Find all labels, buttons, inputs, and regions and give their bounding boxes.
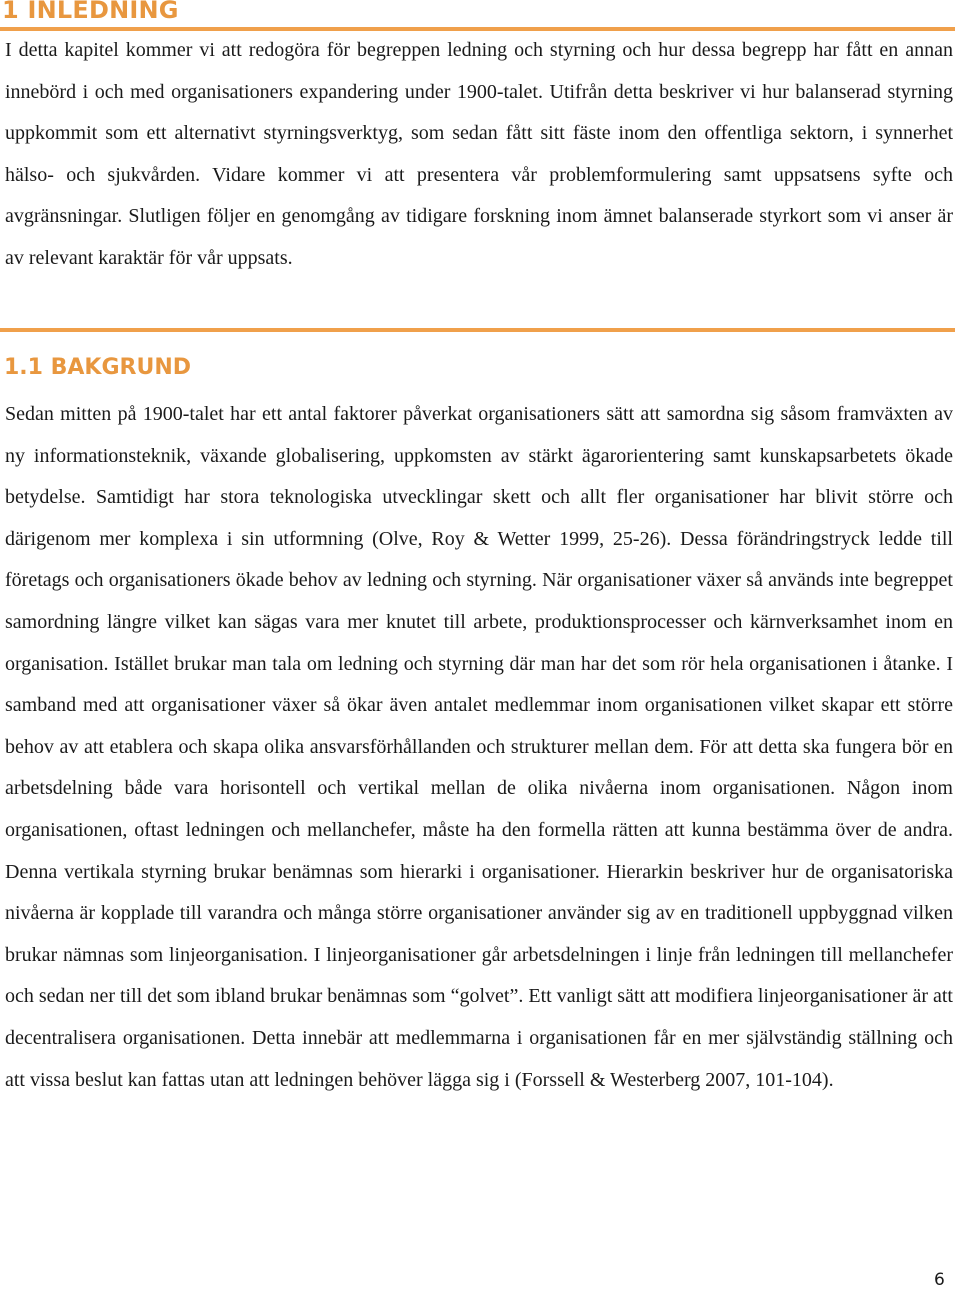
- section-heading: 1.1 BAKGRUND: [4, 355, 192, 380]
- background-paragraph: Sedan mitten på 1900-talet har ett antal faktorer påverkat organisationers sätt att samordna sig såsom framväxten av ny informationsteknik, växande globalisering, uppkomsten av stärkt ägarorientering samt kunskapsarbetets ökade betydelse. Samtidigt har stora teknologiska utvecklingar skett och allt fler organisationer har blivit större och därigenom mer komplexa i sin utformning (Olve, Roy & Wetter 1999, 25-26). Dessa förändringstryck ledde till företags och organisationers ökade behov av ledning och styrning. När organisationer växer så används inte begreppet samordning längre vilket kan sägas vara mer knutet till arbete, produktionsprocesser och kärnverksamhet inom en organisation. Istället brukar man tala om ledning och styrning där man har det som rör hela organisationen i åtanke. I samband med att organisationer växer så ökar även antalet medlemmar inom organisationen vilket skapar ett större behov av att etablera och skapa olika ansvarsförhållanden och strukturer mellan dem. För att detta ska fungera bör en arbetsdelning både vara horisontell och vertikal mellan de olika nivåerna inom organisationen. Någon inom organisationen, oftast ledningen och mellanchefer, måste ha den formella rätten att kunna bestämma över de andra. Denna vertikala styrning brukar benämnas som hierarki i organisationer. Hierarkin beskriver hur de organisatoriska nivåerna är kopplade till varandra och många större organisationer använder sig av en traditionell uppbyggnad vilken brukar nämnas som linjeorganisation. I linjeorganisationer går arbetsdelningen i linje från ledningen till mellanchefer och sedan ner till det som ibland brukar benämnas som “golvet”. Ett vanligt sätt att modifiera linjeorganisationer är att decentralisera organisationen. Detta innebär att medlemmarna i organisationen får en mer självständig ställning och att vissa beslut kan fattas utan att ledningen behöver lägga sig i (Forssell & Westerberg 2007, 101-104).: [5, 403, 953, 1091]
- page-number: 6: [934, 1270, 945, 1290]
- section-rule: [0, 328, 955, 332]
- intro-paragraph: I detta kapitel kommer vi att redogöra för begreppen ledning och styrning och hur dessa begrepp har fått en annan innebörd i och med organisationers expandering under 1900-talet. Utifrån detta beskriver vi hur balanserad styrning uppkommit som ett alternativt styrningsverktyg, som sedan fått sitt fäste inom den offentliga sektorn, i synnerhet hälso- och sjukvården. Vidare kommer vi att presentera vår problemformulering samt uppsatsens syfte och avgränsningar. Slutligen följer en genomgång av tidigare forskning inom ämnet balanserade styrkort som vi anser är av relevant karaktär för vår uppsats.: [5, 39, 953, 269]
- chapter-heading: 1 INLEDNING: [2, 0, 179, 24]
